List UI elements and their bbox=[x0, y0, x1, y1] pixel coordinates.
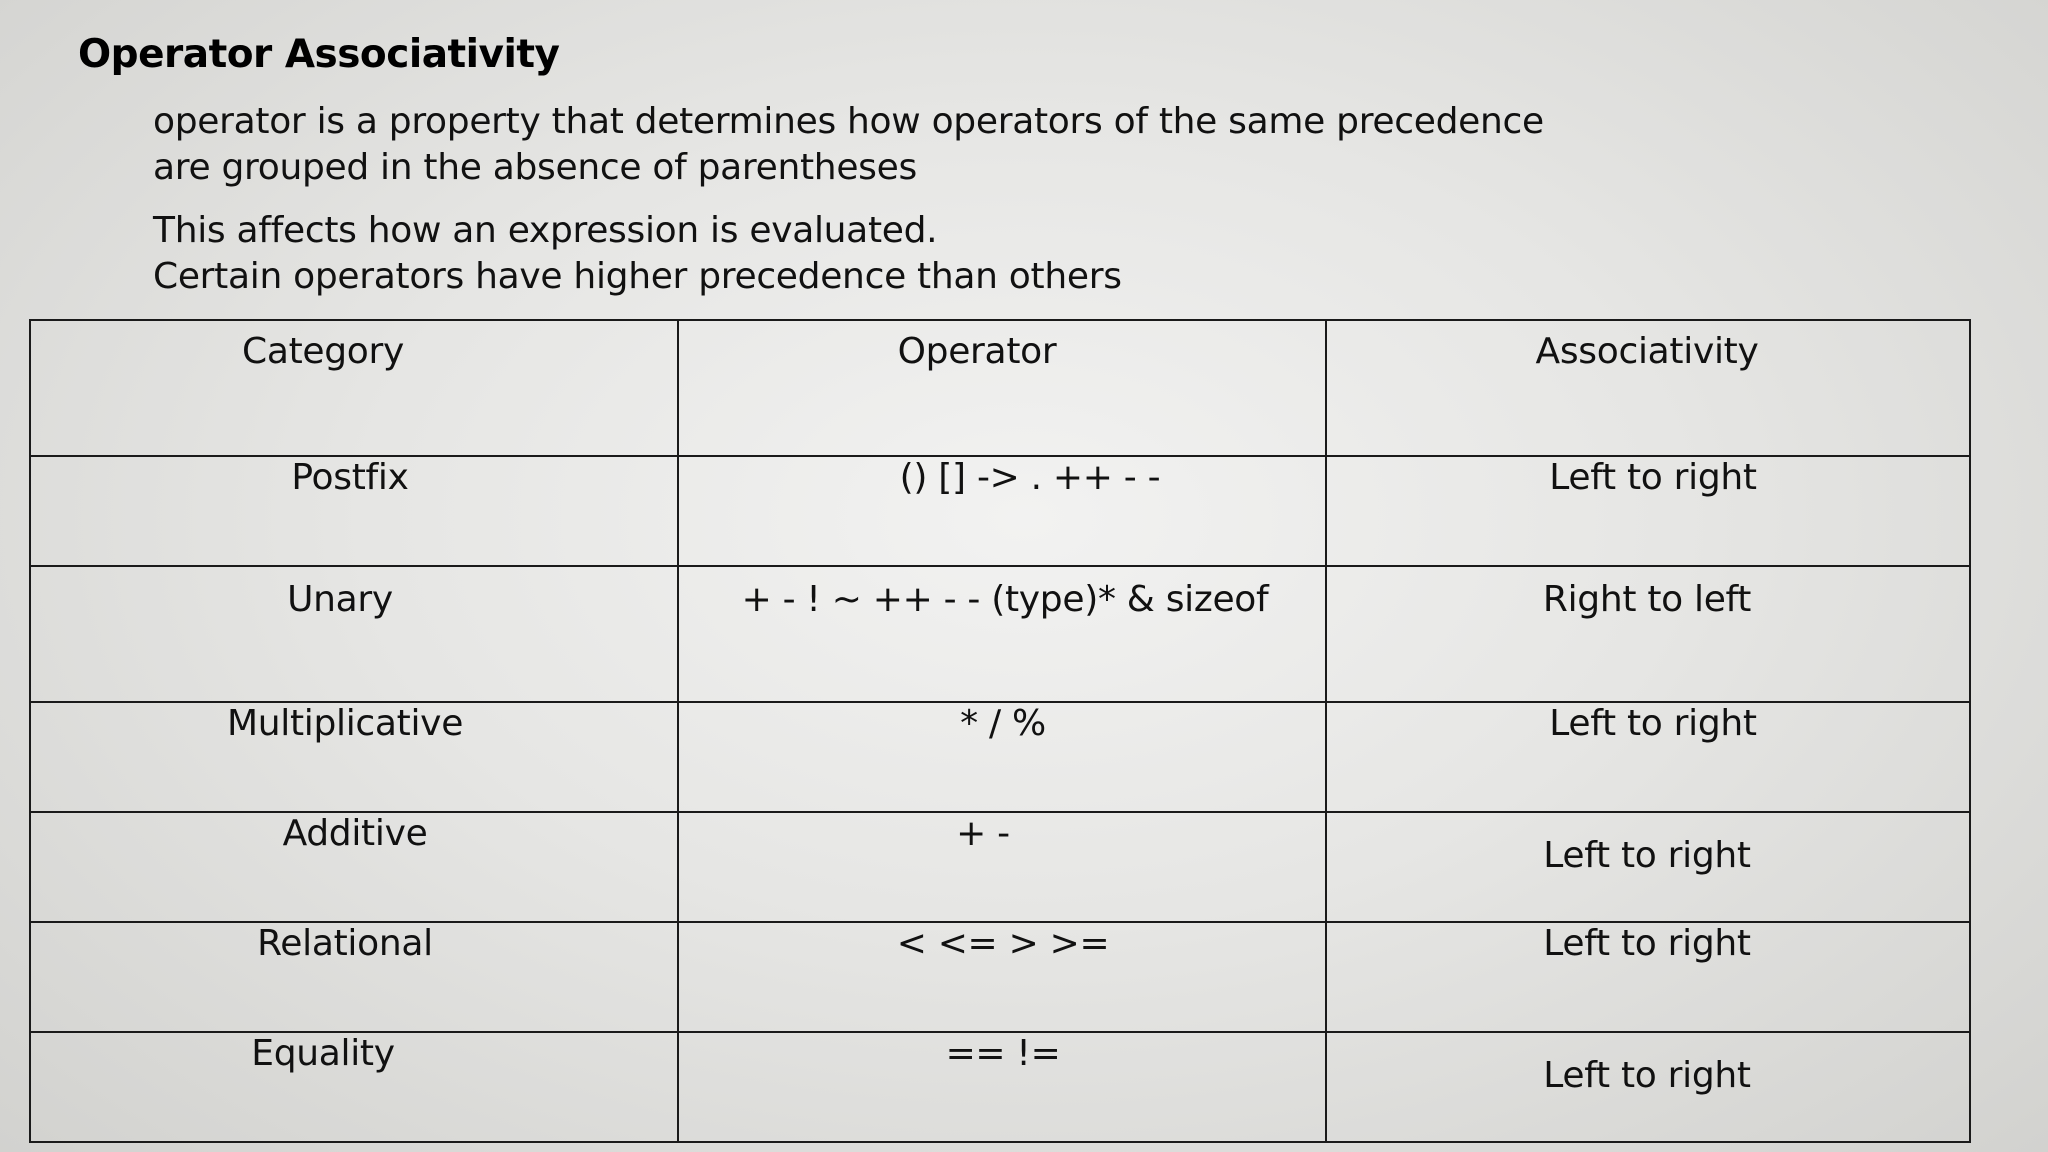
table-cell bbox=[678, 812, 1326, 922]
evaluation-paragraph bbox=[153, 208, 1122, 300]
operator-cell: () [] -> . ++ - - bbox=[899, 457, 1161, 498]
header-category: Category bbox=[241, 331, 405, 372]
associativity-cell: Left to right bbox=[1543, 923, 1751, 964]
table-cell bbox=[678, 566, 1326, 702]
header-associativity: Associativity bbox=[1535, 331, 1759, 372]
definition-paragraph bbox=[153, 99, 1544, 191]
table-cell bbox=[1326, 456, 1970, 566]
header-operator: Operator bbox=[897, 331, 1057, 372]
table-cell bbox=[1326, 566, 1970, 702]
operator-cell: + - bbox=[956, 813, 1010, 854]
paragraph-line: operator is a property that determines how operators of the same precedence bbox=[153, 101, 1544, 142]
table-cell bbox=[1326, 1032, 1970, 1142]
paragraph-line: Certain operators have higher precedence than others bbox=[153, 256, 1122, 297]
paragraph-line: are grouped in the absence of parentheses bbox=[153, 147, 917, 188]
table-cell bbox=[1326, 922, 1970, 1032]
category-cell: Postfix bbox=[291, 457, 409, 498]
table-row bbox=[30, 1032, 1970, 1142]
table-row bbox=[30, 812, 1970, 922]
table-cell bbox=[30, 922, 678, 1032]
header-cell bbox=[30, 320, 678, 456]
operator-cell: + - ! ~ ++ - - (type)* & sizeof bbox=[741, 579, 1269, 620]
table-cell bbox=[1326, 812, 1970, 922]
table-cell bbox=[30, 812, 678, 922]
table-cell bbox=[30, 566, 678, 702]
table-cell bbox=[678, 922, 1326, 1032]
operator-cell: < <= > >= bbox=[896, 923, 1110, 964]
table-row bbox=[30, 702, 1970, 812]
associativity-cell: Left to right bbox=[1543, 835, 1751, 876]
table-cell bbox=[678, 702, 1326, 812]
table-row bbox=[30, 456, 1970, 566]
paragraph-line: This affects how an expression is evaluated. bbox=[153, 210, 938, 251]
category-cell: Unary bbox=[287, 579, 393, 620]
associativity-table bbox=[29, 319, 1971, 1143]
table-row bbox=[30, 922, 1970, 1032]
associativity-cell: Right to left bbox=[1542, 579, 1752, 620]
slide-title: Operator Associativity bbox=[78, 32, 560, 77]
category-cell: Additive bbox=[282, 813, 428, 854]
table-row bbox=[30, 566, 1970, 702]
table-cell bbox=[678, 1032, 1326, 1142]
operator-cell: * / % bbox=[960, 703, 1046, 744]
table-cell bbox=[678, 456, 1326, 566]
table-cell bbox=[1326, 702, 1970, 812]
operator-cell: == != bbox=[945, 1033, 1061, 1074]
table-cell bbox=[30, 702, 678, 812]
table-cell bbox=[30, 456, 678, 566]
category-cell: Equality bbox=[251, 1033, 395, 1074]
associativity-cell: Left to right bbox=[1543, 1055, 1751, 1096]
table-cell bbox=[30, 1032, 678, 1142]
category-cell: Relational bbox=[257, 923, 433, 964]
table-header-row bbox=[30, 320, 1970, 456]
header-cell bbox=[678, 320, 1326, 456]
associativity-cell: Left to right bbox=[1549, 457, 1757, 498]
category-cell: Multiplicative bbox=[226, 703, 464, 744]
header-cell bbox=[1326, 320, 1970, 456]
associativity-cell: Left to right bbox=[1549, 703, 1757, 744]
